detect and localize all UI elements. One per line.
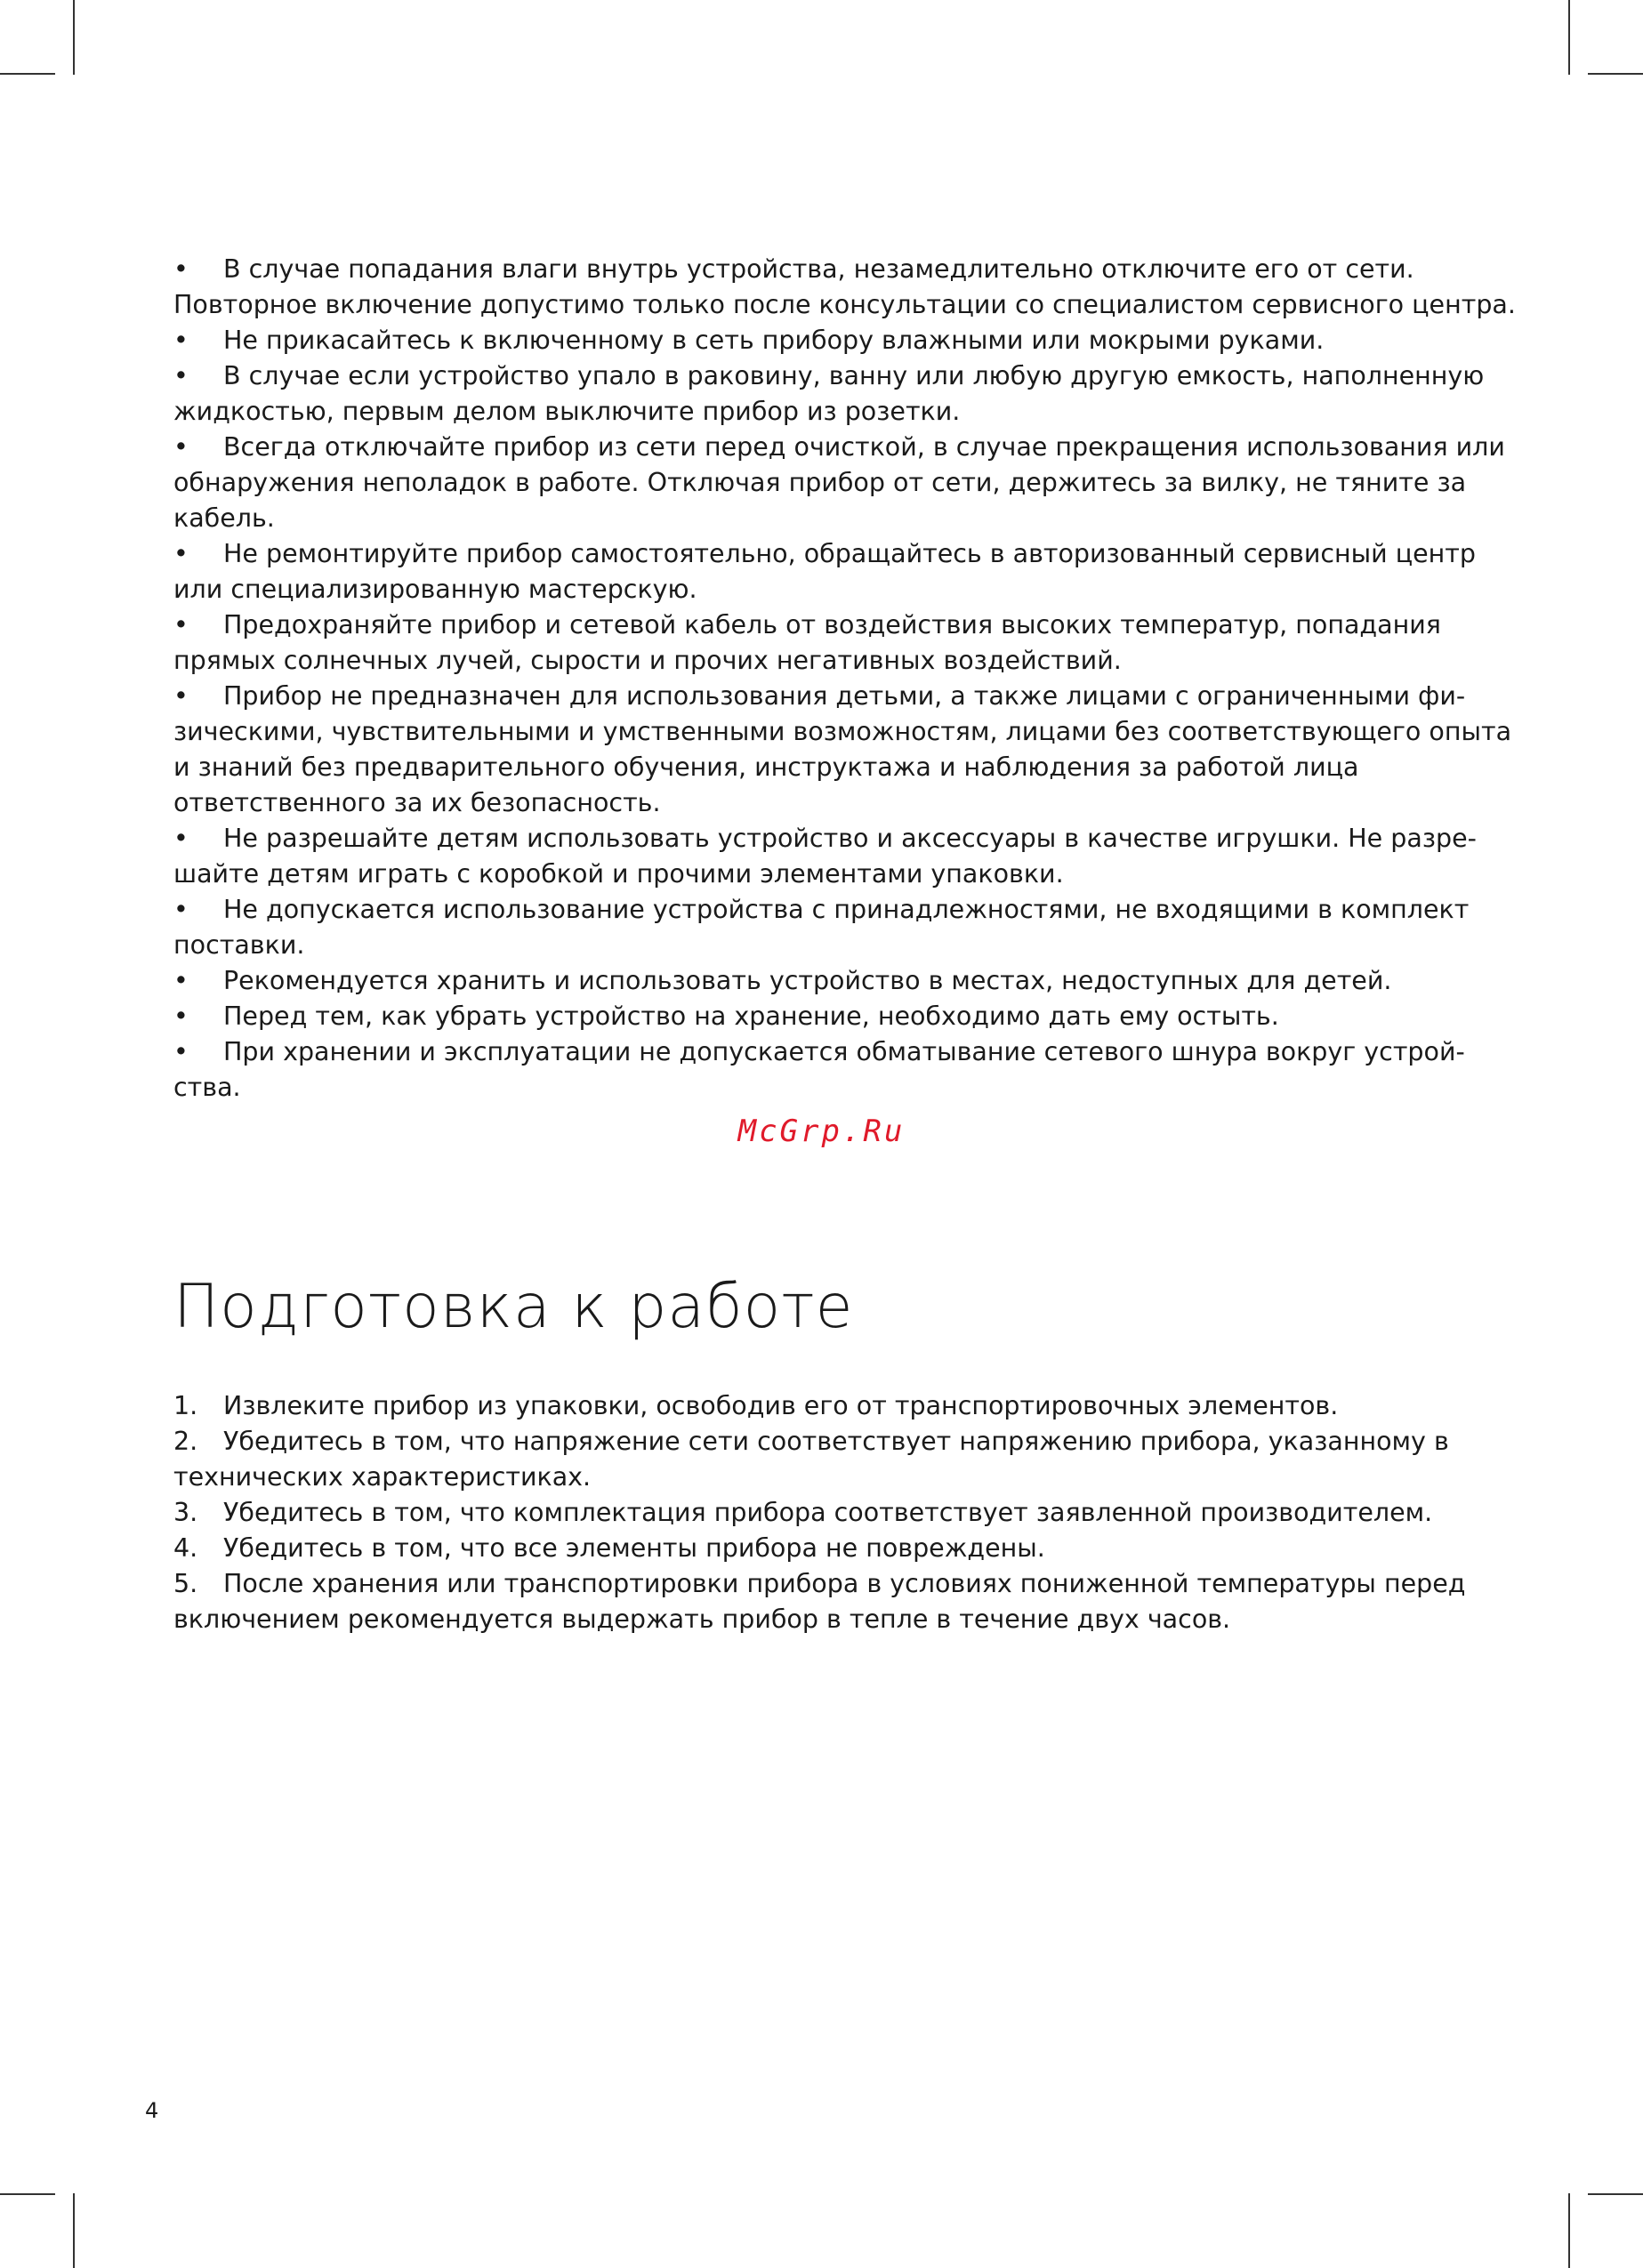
list-marker: • xyxy=(173,824,189,853)
list-item-continuation: зическими, чувствительными и умственными возможностям, лицами без соответствующего опыта xyxy=(173,717,1512,746)
list-marker: • xyxy=(173,610,189,639)
crop-mark-top-right-horizontal xyxy=(1588,73,1643,75)
list-item-text: Убедитесь в том, что напряжение сети соответствует напряжению прибора, указанному в xyxy=(223,1427,1449,1456)
list-item-continuation: шайте детям играть с коробкой и прочими элементами упаковки. xyxy=(173,859,1064,889)
list-item-text: Не разрешайте детям использовать устройство и аксессуары в качестве игрушки. Не разре- xyxy=(223,824,1477,853)
list-item-continuation: ства. xyxy=(173,1073,241,1102)
crop-mark-bottom-left-vertical xyxy=(73,2193,75,2268)
list-marker: 1. xyxy=(173,1391,198,1420)
preparation-steps-list xyxy=(173,1388,1543,1637)
list-marker: • xyxy=(173,895,189,924)
list-item xyxy=(173,323,1543,358)
list-item xyxy=(173,999,1543,1034)
list-item-continuation: Повторное включение допустимо только после консультации со специалистом сервисного центра. xyxy=(173,290,1516,319)
crop-mark-bottom-left-horizontal xyxy=(0,2193,55,2195)
list-marker: • xyxy=(173,254,189,284)
page-number: 4 xyxy=(145,2098,159,2123)
list-item xyxy=(173,1034,1543,1070)
safety-list xyxy=(173,252,1543,1106)
list-item-text: Прибор не предназначен для использования детьми, а также лицами с ограниченными фи- xyxy=(223,681,1466,711)
step-item xyxy=(173,1495,1543,1531)
list-item-text: После хранения или транспортировки прибора в условиях пониженной температуры перед xyxy=(223,1569,1466,1598)
crop-mark-bottom-right-vertical xyxy=(1568,2193,1570,2268)
list-item-text: Убедитесь в том, что комплектация прибора соответствует заявленной производителем. xyxy=(223,1498,1433,1527)
list-marker: • xyxy=(173,1001,189,1031)
list-marker: • xyxy=(173,681,189,711)
list-item-continuation: прямых солнечных лучей, сырости и прочих негативных воздействий. xyxy=(173,646,1122,675)
list-item-continuation: включением рекомендуется выдержать прибор в тепле в течение двух часов. xyxy=(173,1604,1231,1634)
list-item xyxy=(173,821,1543,857)
list-item xyxy=(173,963,1543,999)
step-item xyxy=(173,1566,1543,1602)
crop-mark-top-right-vertical xyxy=(1568,0,1570,75)
list-item-continuation: обнаружения неполадок в работе. Отключая прибор от сети, держитесь за вилку, не тяните за xyxy=(173,468,1467,497)
list-marker: • xyxy=(173,966,189,995)
list-item-text: Не допускается использование устройства с принадлежностями, не входящими в комплект xyxy=(223,895,1470,924)
list-item xyxy=(173,430,1543,465)
list-item-continuation: или специализированную мастерскую. xyxy=(173,575,697,604)
list-item xyxy=(173,679,1543,714)
list-item xyxy=(173,536,1543,572)
list-item-text: При хранении и эксплуатации не допускается обматывание сетевого шнура вокруг устрой- xyxy=(223,1037,1465,1066)
list-item-continuation: кабель. xyxy=(173,503,275,533)
list-item xyxy=(173,252,1543,287)
step-item xyxy=(173,1388,1543,1424)
crop-mark-top-left-vertical xyxy=(73,0,75,75)
section-title: Подготовка к работе xyxy=(173,1272,854,1342)
list-item-continuation: и знаний без предварительного обучения, инструктажа и наблюдения за работой лица xyxy=(173,752,1359,782)
list-item xyxy=(173,358,1543,394)
list-marker: 2. xyxy=(173,1427,198,1456)
list-marker: • xyxy=(173,539,189,568)
list-marker: • xyxy=(173,432,189,462)
step-item xyxy=(173,1424,1543,1460)
list-item-continuation: жидкостью, первым делом выключите прибор из розетки. xyxy=(173,397,961,426)
list-marker: 5. xyxy=(173,1569,198,1598)
list-marker: 4. xyxy=(173,1533,198,1563)
list-item-continuation: ответственного за их безопасность. xyxy=(173,788,661,817)
list-item-text: Не ремонтируйте прибор самостоятельно, обращайтесь в авторизованный сервисный центр xyxy=(223,539,1476,568)
list-item xyxy=(173,892,1543,928)
list-item-text: Предохраняйте прибор и сетевой кабель от воздействия высоких температур, попадания xyxy=(223,610,1441,639)
list-item-text: Не прикасайтесь к включенному в сеть прибору влажными или мокрыми руками. xyxy=(223,326,1325,355)
list-item xyxy=(173,607,1543,643)
crop-mark-top-left-horizontal xyxy=(0,73,55,75)
list-item-text: Извлеките прибор из упаковки, освободив его от транспортировочных элементов. xyxy=(223,1391,1339,1420)
list-marker: • xyxy=(173,326,189,355)
crop-mark-bottom-right-horizontal xyxy=(1588,2193,1643,2195)
list-item-text: В случае если устройство упало в раковину, ванну или любую другую емкость, наполненную xyxy=(223,361,1485,390)
list-item-continuation: технических характеристиках. xyxy=(173,1462,592,1492)
list-item-continuation: поставки. xyxy=(173,930,305,960)
list-item-text: Перед тем, как убрать устройство на хранение, необходимо дать ему остыть. xyxy=(223,1001,1279,1031)
list-item-text: Всегда отключайте прибор из сети перед очисткой, в случае прекращения использования или xyxy=(223,432,1505,462)
list-item-text: Убедитесь в том, что все элементы прибора не повреждены. xyxy=(223,1533,1045,1563)
list-item-text: Рекомендуется хранить и использовать устройство в местах, недоступных для детей. xyxy=(223,966,1392,995)
list-marker: • xyxy=(173,1037,189,1066)
list-item-text: В случае попадания влаги внутрь устройства, незамедлительно отключите его от сети. xyxy=(223,254,1414,284)
list-marker: 3. xyxy=(173,1498,198,1527)
step-item xyxy=(173,1531,1543,1566)
watermark: McGrp.Ru xyxy=(737,1114,906,1149)
list-marker: • xyxy=(173,361,189,390)
